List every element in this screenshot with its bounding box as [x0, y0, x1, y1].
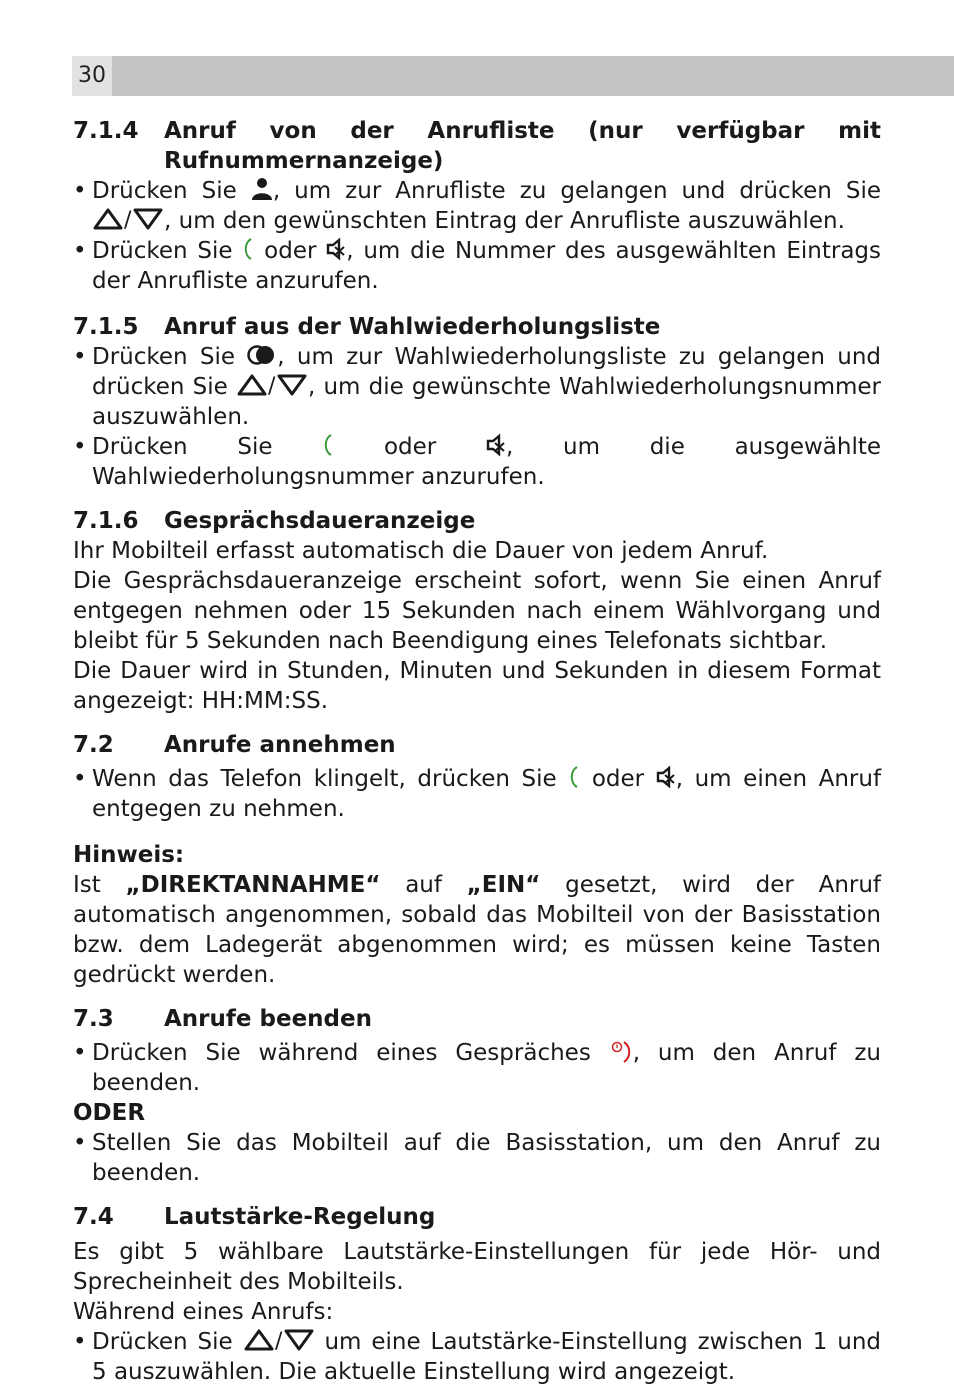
paragraph: Die Gesprächsdaueranzeige erscheint sofort, wenn Sie einen Anruf entgegen nehmen oder 15 Sekunden nach einem Wählvorgang und bleibt für 5 Sekunden nach Beendigung eines Telefonats sichtbar.: [73, 568, 881, 654]
section-number: 7.2: [73, 732, 114, 758]
section-title: Anruf von der Anrufliste (nur verfügbar mit Rufnummernanzeige): [164, 118, 881, 174]
speaker-key-icon: [326, 237, 346, 261]
section-heading-7-3: [73, 1004, 881, 1034]
paragraph: Während eines Anrufs:: [73, 1299, 334, 1325]
svg-text:/: /: [124, 208, 132, 231]
talk-key-icon: [322, 433, 334, 457]
oder-label: ODER: [73, 1100, 146, 1126]
page-content: [73, 116, 881, 1387]
list-item: • Drücken Sie / um eine Lautstärke-Einstellung zwischen 1 und 5 auszuwählen. Die aktuelle Einstellung wird angezeigt.: [73, 1329, 881, 1385]
section-number: 7.4: [73, 1204, 114, 1230]
section-number: 7.1.6: [73, 508, 139, 534]
speaker-key-icon: [656, 765, 676, 789]
note-text: Ist „DIREKTANNAHME“ auf „EIN“ gesetzt, wird der Anruf automatisch angenommen, sobald das Mobilteil von der Basisstation bzw. dem Ladegerät abgenommen wird; es müssen keine Tasten gedrückt werden.: [73, 872, 882, 988]
section-heading-7-1-6: [73, 506, 881, 536]
section-title: Gesprächsdaueranzeige: [164, 508, 476, 534]
talk-key-icon: [568, 765, 580, 789]
section-number: 7.1.4: [73, 118, 139, 144]
up-down-arrows-icon: [243, 1328, 315, 1352]
list-item: • Drücken Sie oder , um die ausgewählte Wahlwiederholungsnummer anzurufen.: [73, 434, 882, 490]
note-label: Hinweis:: [73, 842, 185, 868]
list-item: • Drücken Sie , um zur Wahlwiederholungsliste zu gelangen und drücken Sie / , um die gewünschte Wahlwiederholungsnummer auszuwählen.: [73, 344, 881, 430]
paragraph: Ihr Mobilteil erfasst automatisch die Dauer von jedem Anruf.: [73, 538, 769, 564]
list-item: • Stellen Sie das Mobilteil auf die Basisstation, um den Anruf zu beenden.: [73, 1130, 881, 1186]
list-item: • Drücken Sie während eines Gespräches , um den Anruf zu beenden.: [73, 1040, 882, 1096]
section-heading-7-1-5: [73, 312, 881, 342]
section-title: Anrufe annehmen: [164, 732, 396, 758]
up-down-arrows-icon: [236, 373, 308, 397]
section-title: Anrufe beenden: [164, 1006, 372, 1032]
section-number: 7.3: [73, 1006, 114, 1032]
section-heading-7-2: [73, 730, 881, 760]
section-heading-7-4: [73, 1202, 881, 1232]
section-title: Anruf aus der Wahlwiederholungsliste: [164, 314, 661, 340]
section-number: 7.1.5: [73, 314, 139, 340]
list-item: • Drücken Sie oder , um die Nummer des ausgewählten Eintrags der Anrufliste anzurufen.: [73, 238, 882, 294]
paragraph: Die Dauer wird in Stunden, Minuten und Sekunden in diesem Format angezeigt: HH:MM:SS.: [73, 658, 881, 714]
contacts-person-icon: [251, 177, 273, 201]
section-title: Lautstärke-Regelung: [164, 1204, 436, 1230]
list-item: • Drücken Sie , um zur Anrufliste zu gelangen und drücken Sie / , um den gewünschten Eintrag der Anrufliste auszuwählen.: [73, 178, 882, 234]
page-number: 30: [72, 56, 112, 96]
svg-text:/: /: [267, 374, 276, 397]
list-item: • Wenn das Telefon klingelt, drücken Sie oder , um einen Anruf entgegen zu nehmen.: [73, 766, 882, 822]
paragraph: Es gibt 5 wählbare Lautstärke-Einstellungen für jede Hör- und Sprecheinheit des Mobilteils.: [73, 1239, 881, 1295]
speaker-key-icon: [486, 433, 506, 457]
up-down-arrows-icon: [92, 207, 164, 231]
redial-key-icon: [247, 343, 277, 367]
header-bar: [72, 56, 954, 96]
svg-text:/: /: [274, 1329, 282, 1352]
section-heading-7-1-4: [73, 116, 881, 176]
end-call-icon: [609, 1039, 633, 1063]
talk-key-icon: [242, 237, 254, 261]
